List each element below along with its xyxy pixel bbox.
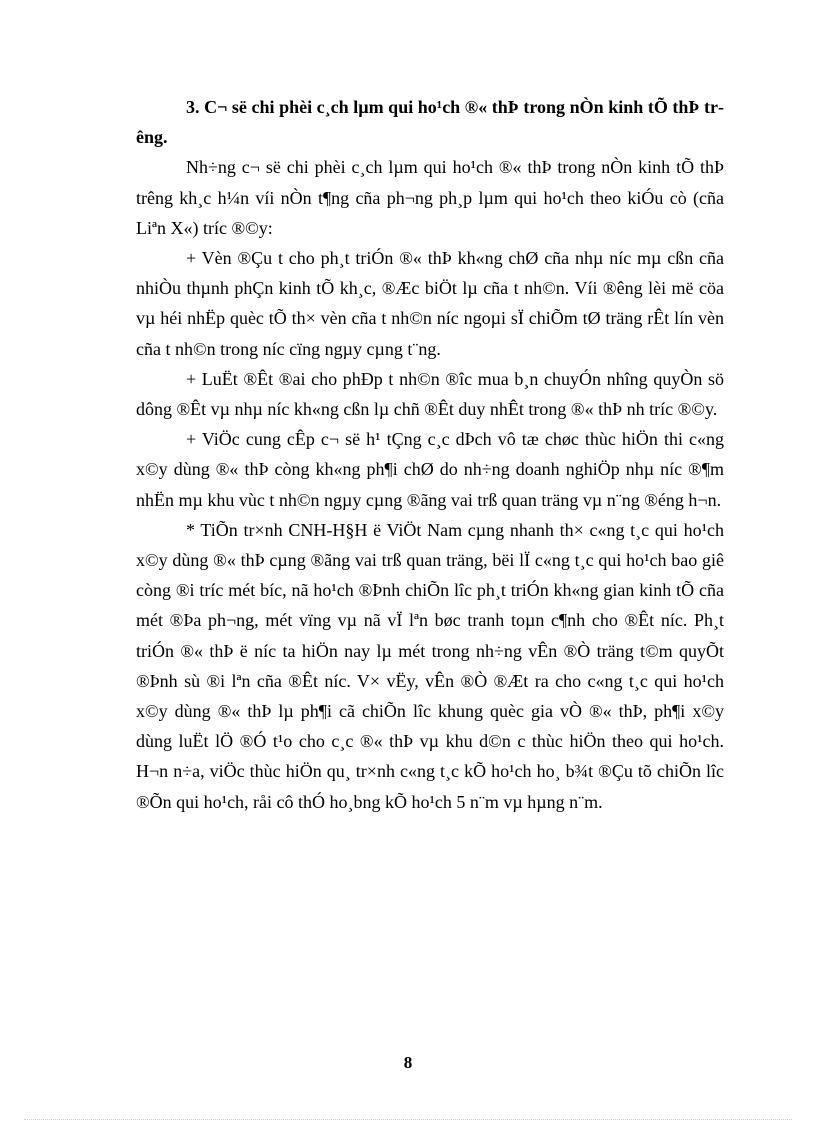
document-body: [136, 92, 724, 817]
paragraph-industrialization: * TiÕn tr×nh CNH-H§H ë ViÖt Nam cµng nhanh th× c«ng t¸c qui ho¹ch x©y dùng ®« thÞ cµng ®ãng vai trß quan träng, bëi lÏ c«ng t¸c qui ho¹ch bao giê còng ®i tríc mét bíc, nã ho¹ch ®Þnh chiÕn lîc ph¸t triÓn kh«ng gian kinh tÕ cña mét ®Þa ph¬ng, mét vïng vµ nã vÏ lªn bøc tranh toµn c¶nh cho ®Êt níc. Ph¸t triÓn ®« thÞ ë níc ta hiÖn nay lµ mét trong nh÷ng vÊn ®Ò träng t©m quyÕt ®Þnh sù ®i lªn cña ®Êt níc. V× vËy, vÊn ®Ò ®Æt ra cho c«ng t¸c qui ho¹ch x©y dùng ®« thÞ lµ ph¶i cã chiÕn lîc khung quèc gia vÒ ®« thÞ, ph¶i x©y dùng luËt lÖ ®Ó t¹o cho c¸c ®« thÞ vµ khu d©n c thùc hiÖn theo qui ho¹ch. H¬n n÷a, viÖc thùc hiÖn qu¸ tr×nh c«ng t¸c kÕ ho¹ch ho¸ b¾t ®Çu tõ chiÕn lîc ®Õn qui ho¹ch, råi cô thÓ ho¸bng kÕ ho¹ch 5 n¨m vµ hµng n¨m.: [136, 519, 724, 812]
paragraph-intro: Nh÷ng c¬ së chi phèi c¸ch lµm qui ho¹ch ®« thÞ trong nÒn kinh tÕ thÞ trêng kh¸c h¼n víi nÒn t¶ng cña ph¬ng ph¸p lµm qui ho¹ch theo kiÓu cò (cña Liªn X«) tríc ®©y:: [136, 157, 724, 238]
paragraph-investment-capital: + Vèn ®Çu t cho ph¸t triÓn ®« thÞ kh«ng chØ cña nhµ níc mµ cßn cña nhiÒu thµnh phÇn kinh tÕ kh¸c, ®Æc biÖt lµ cña t nh©n. Víi ®êng lèi më cöa vµ héi nhËp quèc tÕ th× vèn cña t nh©n níc ngoµi sÏ chiÕm tØ träng rÊt lín vèn cña t nh©n trong níc cïng ngµy cµng t¨ng.: [136, 248, 724, 359]
section-heading: 3. C¬ së chi phèi c¸ch lµm qui ho¹ch ®« thÞ trong nÒn kinh tÕ thÞ trêng.: [136, 97, 724, 148]
paragraph-infrastructure: + ViÖc cung cÊp c¬ së h¹ tÇng c¸c dÞch vô tæ chøc thùc hiÖn thi c«ng x©y dùng ®« thÞ còng kh«ng ph¶i chØ do nh÷ng doanh nghiÖp nhµ níc ®¶m nhËn mµ khu vùc t nh©n ngµy cµng ®ãng vai trß quan träng vµ n¨ng ®éng h¬n.: [136, 429, 724, 510]
page-bottom-divider: [24, 1119, 792, 1120]
page-number: 8: [403, 1053, 413, 1072]
paragraph-land-law: + LuËt ®Êt ®ai cho phÐp t nh©n ®îc mua b¸n chuyÓn nhîng quyÒn sö dông ®Êt vµ nhµ níc kh«ng cßn lµ chñ ®Êt duy nhÊt trong ®« thÞ nh tríc ®©y.: [136, 368, 724, 420]
